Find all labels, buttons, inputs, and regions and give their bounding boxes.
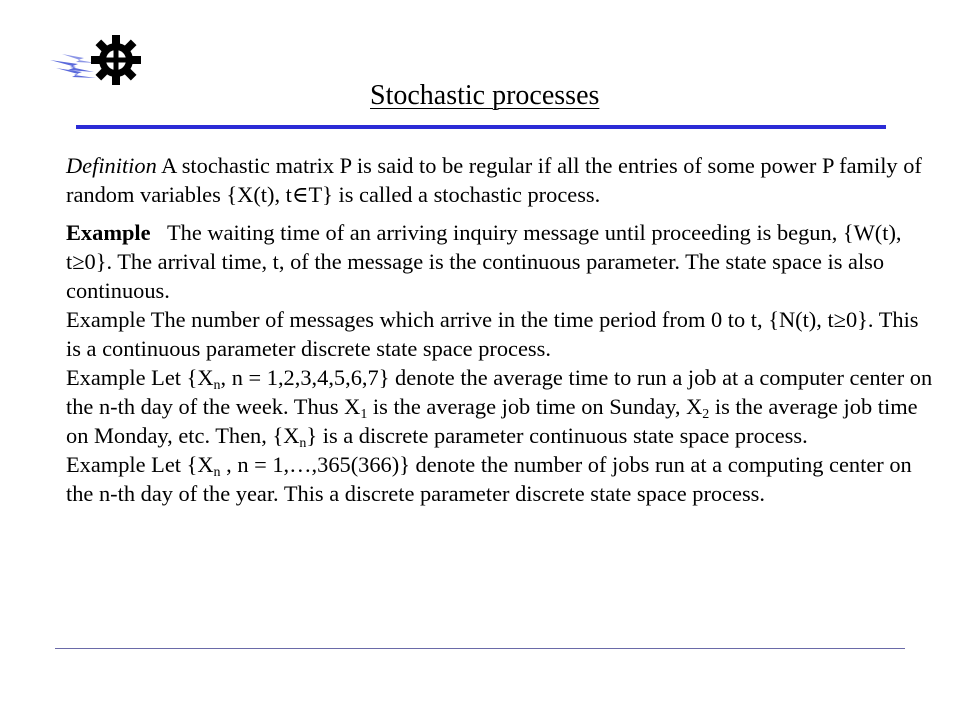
gear-lightning-logo-icon xyxy=(48,34,148,92)
example-4-text-1: Example Let {X xyxy=(66,452,214,477)
example-4-paragraph xyxy=(66,450,936,508)
example-3-text-1: Example Let {X xyxy=(66,365,214,390)
example-1-paragraph xyxy=(66,218,936,305)
definition-paragraph xyxy=(66,151,936,209)
example-3-sub-4: n xyxy=(299,436,307,451)
footer-rule xyxy=(55,648,905,649)
example-4-text-2: , n = 1,…,365(366)} denote the number of jobs run at a computing center on the n-th day of the year. This a discrete parameter discrete state space process. xyxy=(66,452,912,506)
example-3-text-3: is the average job time on Sunday, X xyxy=(367,394,703,419)
example-3-sub-1: n xyxy=(213,378,221,393)
example-1-label: Example xyxy=(66,220,151,245)
example-2-paragraph: Example The number of messages which arrive in the time period from 0 to t, {N(t), t≥0}. This is a continuous parameter discrete state space process. xyxy=(66,307,919,361)
example-3-paragraph xyxy=(66,363,936,450)
example-3-text-4: is the average job time on Monday, etc. Then, {X xyxy=(66,394,918,448)
title-underline-rule xyxy=(76,125,886,129)
example-3-text-2: , n = 1,2,3,4,5,6,7} denote the average time to run a job at a computer center on the n-th day of the week. Thus X xyxy=(66,365,933,419)
example-1-text: The waiting time of an arriving inquiry message until proceeding is begun, {W(t), t≥0}. The arrival time, t, of the message is the continuous parameter. The state space is also continuous. xyxy=(66,220,908,303)
definition-label: Definition xyxy=(66,153,157,178)
slide-title: Stochastic processes xyxy=(370,80,600,111)
example-3-text-5: } is a discrete parameter continuous state space process. xyxy=(306,423,808,448)
example-3-sub-2: 1 xyxy=(360,407,368,422)
example-3-sub-3: 2 xyxy=(702,407,710,422)
example-4-sub-1: n xyxy=(213,465,221,480)
slide-body xyxy=(66,151,936,508)
definition-text: A stochastic matrix P is said to be regular if all the entries of some power P family of random variables {X(t), t∈T} is called a stochastic process. xyxy=(66,153,928,207)
